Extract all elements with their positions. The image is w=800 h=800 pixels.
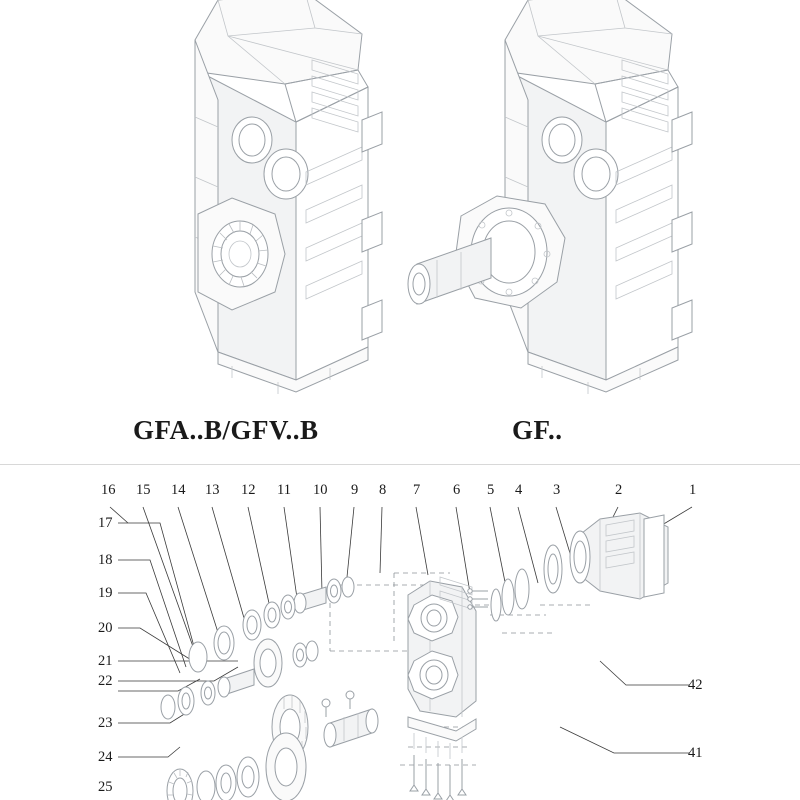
label-6: 6	[453, 482, 461, 498]
label-24: 24	[98, 749, 113, 765]
label-8: 8	[379, 482, 387, 498]
label-20: 20	[98, 620, 113, 636]
label-17: 17	[98, 515, 113, 531]
label-16: 16	[101, 482, 116, 498]
label-7: 7	[413, 482, 421, 498]
label-18: 18	[98, 552, 113, 568]
label-21: 21	[98, 653, 113, 669]
label-19: 19	[98, 585, 113, 601]
gearbox-isometric-right-with-shaft	[405, 0, 715, 402]
label-12: 12	[241, 482, 256, 498]
label-10: 10	[313, 482, 328, 498]
label-14: 14	[171, 482, 186, 498]
label-5: 5	[487, 482, 495, 498]
caption-left-drawing: GFA..B/GFV..B	[133, 415, 319, 445]
label-23: 23	[98, 715, 113, 731]
label-2: 2	[615, 482, 623, 498]
label-11: 11	[277, 482, 291, 498]
label-4: 4	[515, 482, 523, 498]
label-13: 13	[205, 482, 220, 498]
gearbox-isometric-left	[100, 0, 400, 402]
caption-right-drawing: GF..	[512, 415, 563, 445]
label-22: 22	[98, 673, 113, 689]
label-25: 25	[98, 779, 113, 795]
label-1: 1	[689, 482, 697, 498]
label-42: 42	[688, 677, 703, 693]
exploded-view-drawing	[0, 465, 800, 800]
label-15: 15	[136, 482, 151, 498]
label-9: 9	[351, 482, 359, 498]
label-41: 41	[688, 745, 703, 761]
exploded-view-section	[0, 465, 800, 800]
label-3: 3	[553, 482, 561, 498]
